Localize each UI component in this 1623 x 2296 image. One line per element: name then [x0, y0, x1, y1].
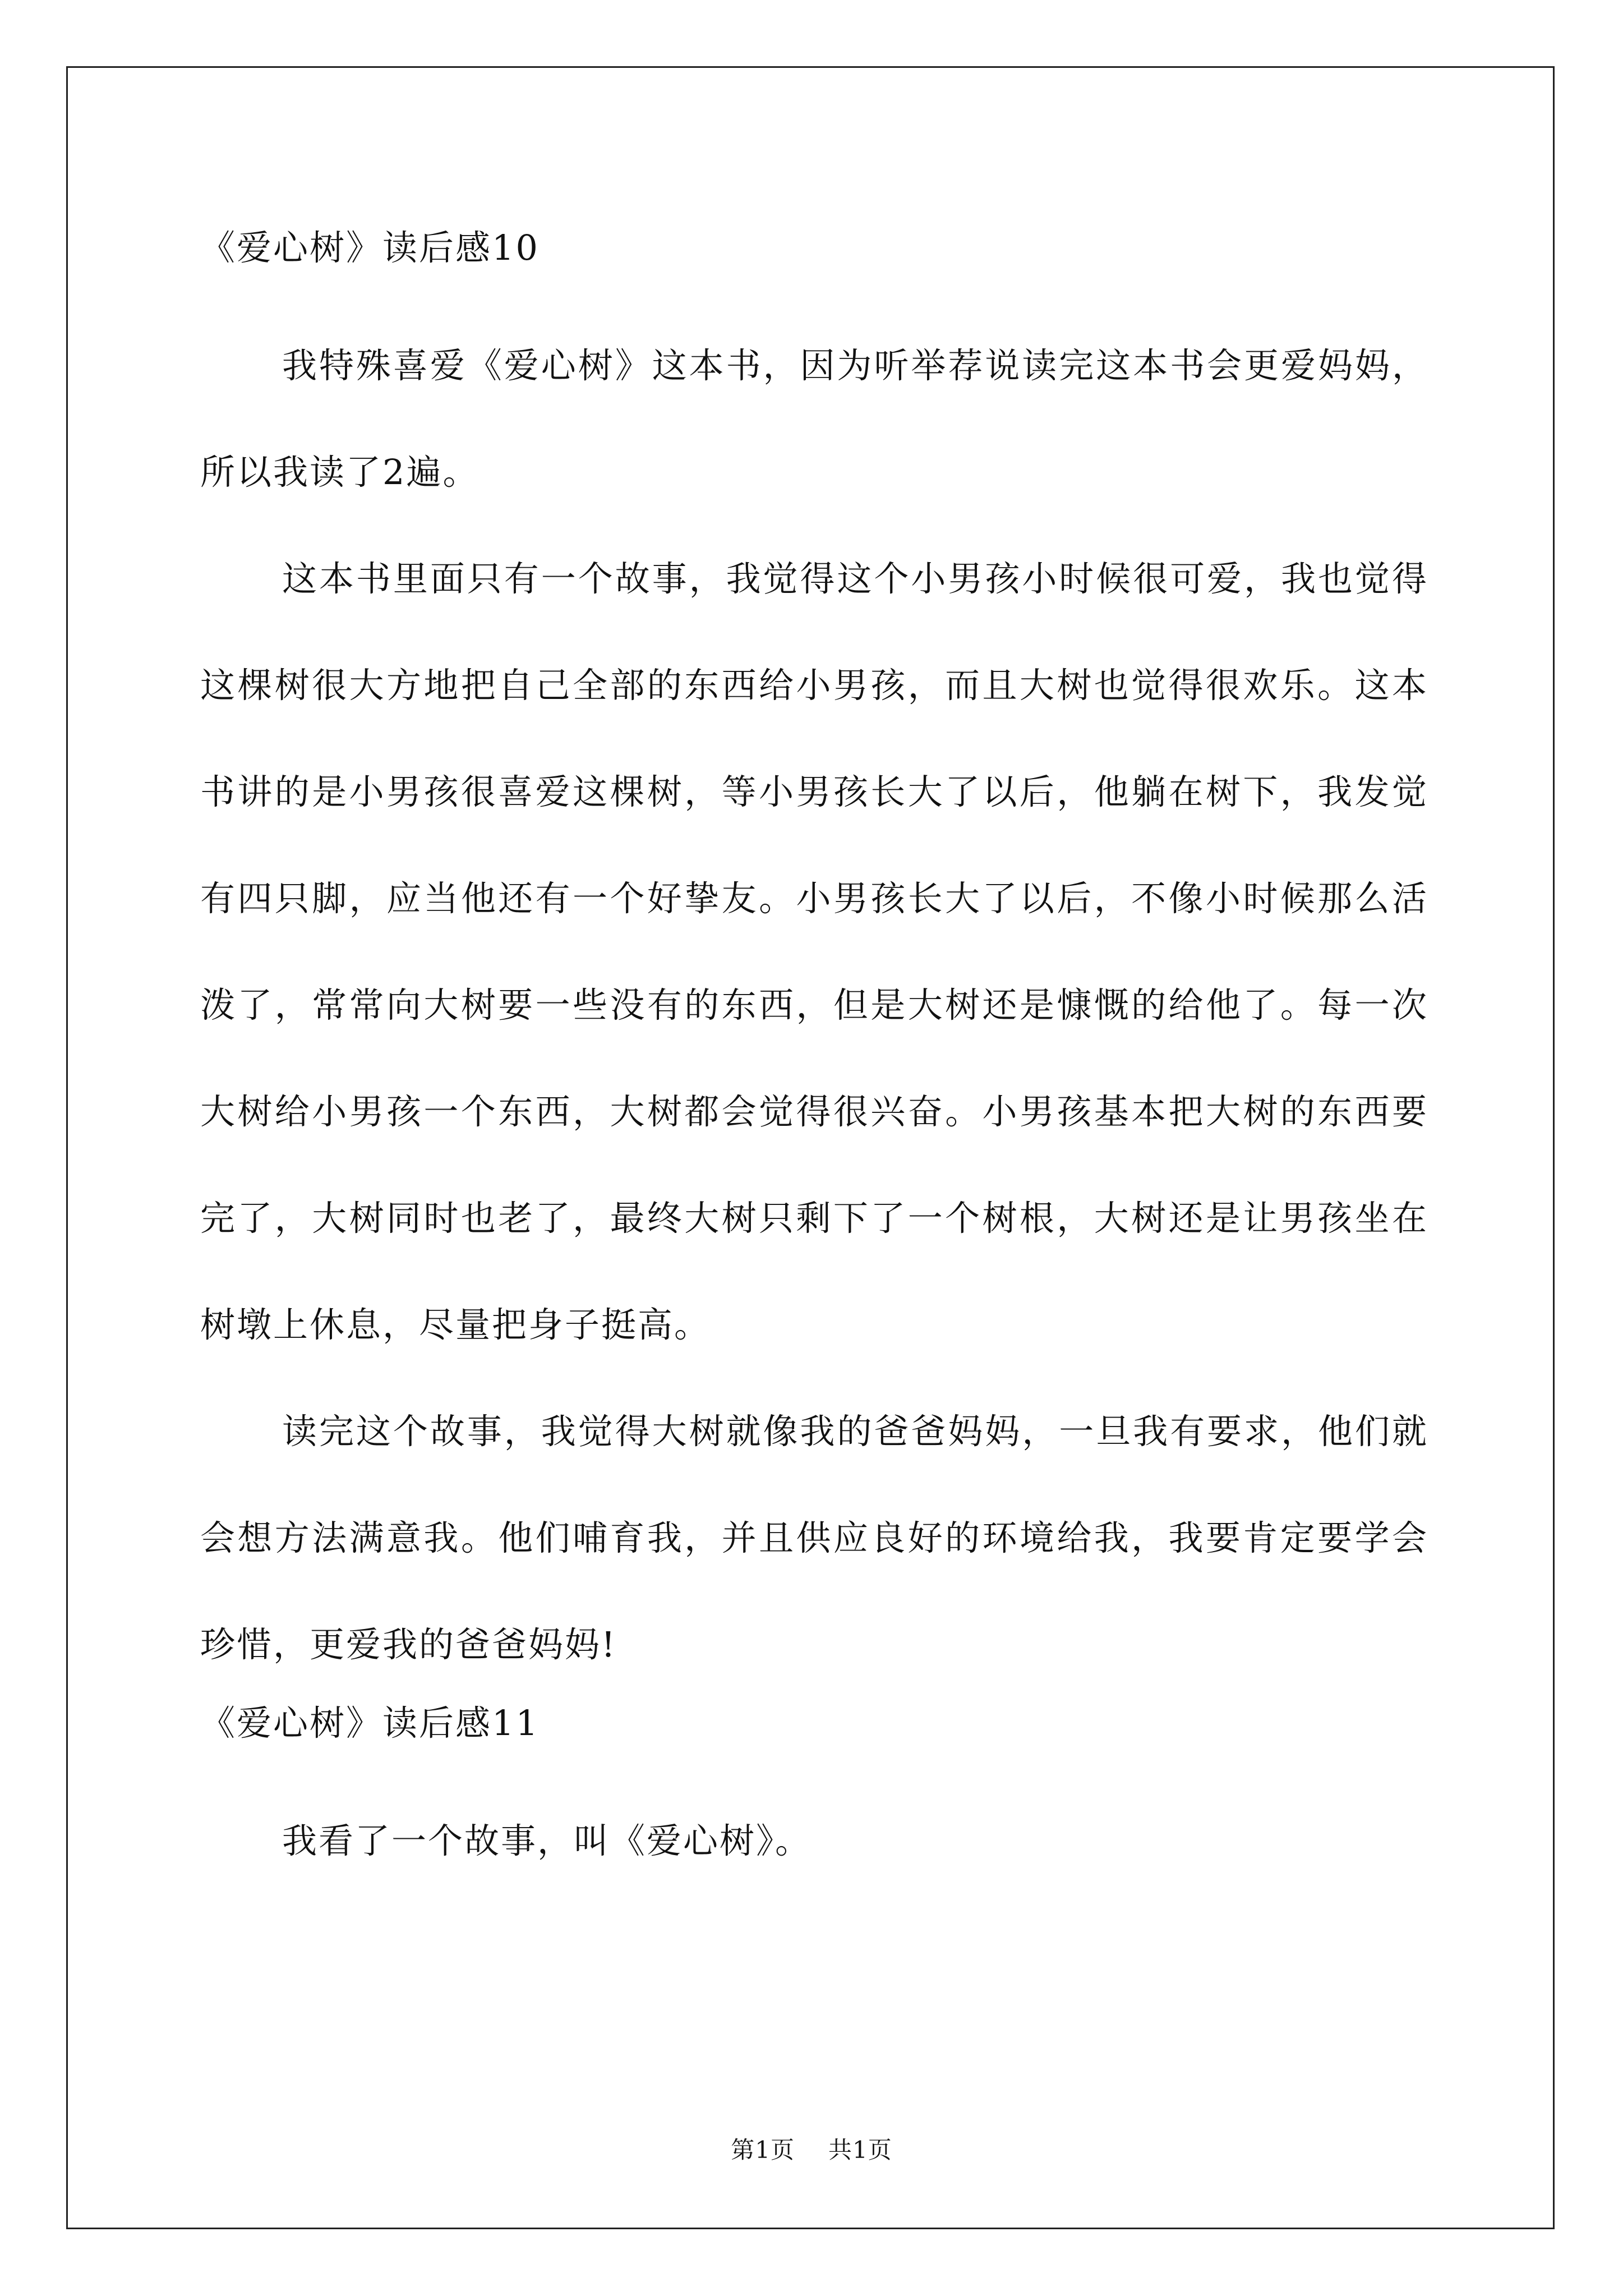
page-total: 共1页	[828, 2136, 892, 2164]
page-number: 第1页	[731, 2136, 795, 2164]
section-heading: 《爱心树》读后感11	[200, 1703, 540, 1743]
paragraph: 这本书里面只有一个故事，我觉得这个小男孩小时候很可爱，我也觉得这棵树很大方地把自己全部的东西给小男孩，而且大树也觉得很欢乐。这本书讲的是小男孩很喜爱这棵树，等小男孩长大了以后，他躺在树下，我发觉有四只脚，应当他还有一个好挚友。小男孩长大了以后，不像小时候那么活泼了，常常向大树要一些没有的东西，但是大树还是慷慨的给他了。每一次大树给小男孩一个东西，大树都会觉得很兴奋。小男孩基本把大树的东西要完了，大树同时也老了，最终大树只剩下了一个树根，大树还是让男孩坐在树墩上休息，尽量把身子挺高。	[200, 558, 1428, 1345]
paragraph: 读完这个故事，我觉得大树就像我的爸爸妈妈，一旦我有要求，他们就会想方法满意我。他们哺育我，并且供应良好的环境给我，我要肯定要学会珍惜，更爱我的爸爸妈妈!	[200, 1411, 1428, 1665]
section-heading: 《爱心树》读后感10	[200, 227, 540, 268]
paragraph: 我看了一个故事，叫《爱心树》。	[282, 1820, 812, 1861]
document-body	[200, 209, 1428, 1894]
paragraph: 我特殊喜爱《爱心树》这本书，因为听举荐说读完这本书会更爱妈妈，所以我读了2遍。	[200, 345, 1428, 493]
page-footer	[0, 2132, 1623, 2165]
